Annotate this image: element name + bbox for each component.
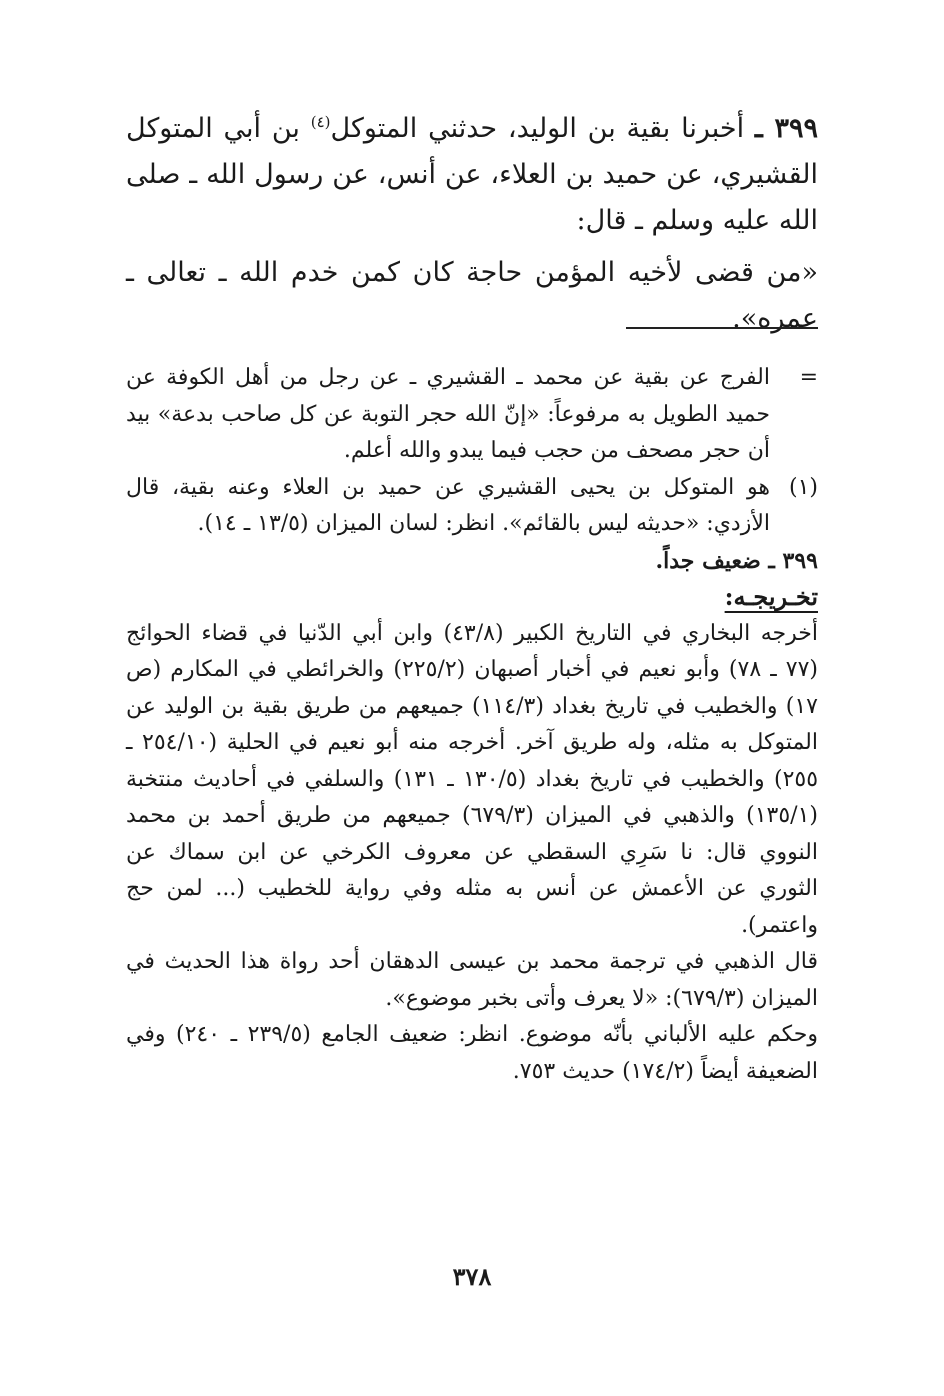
hadith-text bbox=[126, 106, 818, 342]
hadith-isnad-rest: بن أبي المتوكل القشيري، عن حميد بن العلاء، عن أنس، عن رسول الله ـ صلى الله عليه وسلم ـ قال: bbox=[126, 113, 818, 236]
hadith-matn: «من قضى لأخيه المؤمن حاجة كان كمن خدم الله ـ تعالى ـ عمره». bbox=[126, 257, 818, 334]
takhrij-paragraph-3: وحكم عليه الألباني بأنّه موضوع. انظر: ضعيف الجامع (٢٣٩/٥ ـ ٢٤٠) وفي الضعيفة أيضاً (١٧٤/٢) حديث ٧٥٣. bbox=[126, 1022, 818, 1084]
continued-footnote-text: الفرج عن بقية عن محمد ـ القشيري ـ عن رجل من أهل الكوفة عن حميد الطويل به مرفوعاً: «إنّ الله حجر التوبة عن كل صاحب بدعة» بيد أن حجر مصحف من حجب فيما يبدو والله أعلم. bbox=[126, 365, 770, 463]
hadith-number: ٣٩٩ ـ bbox=[754, 113, 818, 144]
hadith-isnad bbox=[126, 106, 818, 244]
hadith-grade: ٣٩٩ ـ ضعيف جداً. bbox=[655, 547, 818, 574]
takhrij-paragraph-2: قال الذهبي في ترجمة محمد بن عيسى الدهقان أحد رواة هذا الحديث في الميزان (٦٧٩/٣): «لا يعرف وأتى بخبر موضوع». bbox=[126, 949, 818, 1011]
footnote-1-marker: (١) bbox=[788, 474, 818, 500]
footnote-reference: (٤) bbox=[310, 113, 331, 131]
continued-marker: = bbox=[799, 365, 818, 390]
footnote-1-text: هو المتوكل بن يحيى القشيري عن حميد بن العلاء وعنه بقية، قال الأزدي: «حديثه ليس بالقائم». انظر: لسان الميزان (١٣/٥ ـ ١٤). bbox=[126, 474, 770, 536]
page-number: ٣٧٨ bbox=[452, 1262, 492, 1291]
hadith-isnad-start: أخبرنا بقية بن الوليد، حدثني المتوكل bbox=[330, 113, 745, 144]
footnote-separator bbox=[626, 327, 818, 329]
takhrij-paragraph-1: أخرجه البخاري في التاريخ الكبير (٤٣/٨) وابن أبي الدّنيا في قضاء الحوائج (٧٧ ـ ٧٨) وأبو نعيم في أخبار أصبهان (٢٢٥/٢) والخرائطي في المكارم (ص ١٧) والخطيب في تاريخ بغداد (١١٤/٣) جميعهم من طريق بقية بن الوليد عن المتوكل به مثله، وله طريق آخر. أخرجه منه أبو نعيم في الحلية (٢٥٤/١٠ ـ ٢٥٥) والخطيب في تاريخ بغداد (١٣٠/٥ ـ ١٣١) والسلفي في أحاديث منتخبة (١٣٥/١) والذهبي في الميزان (٦٧٩/٣) جميعهم من طريق أحمد بن محمد النووي قال: نا سَرِي السقطي عن معروف الكرخي عن ابن سماك عن الثوري عن الأعمش عن أنس به مثله وفي رواية للخطيب (... لمن حج واعتمر). bbox=[126, 620, 819, 938]
continued-footnote bbox=[126, 360, 818, 470]
footnotes-section bbox=[126, 360, 818, 1090]
takhrij-heading: تخـريجـه: bbox=[724, 582, 818, 611]
footnote-1 bbox=[126, 470, 818, 543]
